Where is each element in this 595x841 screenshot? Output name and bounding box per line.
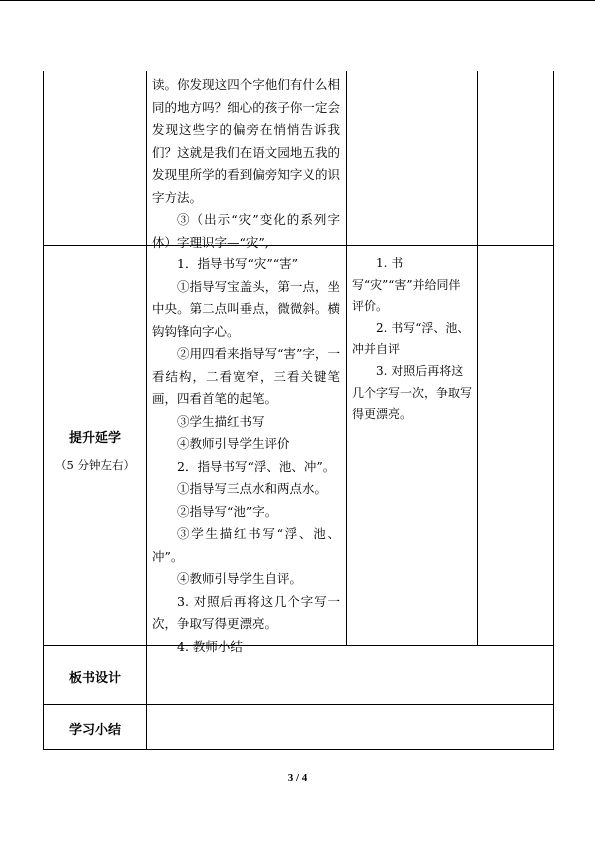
student-activities [352, 253, 472, 426]
summary-content [147, 705, 553, 749]
table-notes-divider [477, 71, 478, 645]
table-bottom-border [43, 749, 554, 750]
teacher-step: ③学生描红书写 [177, 413, 265, 429]
teacher-step: ②指导写“池”字。 [177, 503, 278, 519]
teacher-step: 2．指导书写“浮、池、冲”。 [177, 458, 336, 474]
teacher-step: ④教师引导学生评价 [177, 436, 290, 451]
page-top-rule [0, 0, 595, 1]
teacher-step: ④教师引导学生自评。 [177, 571, 303, 586]
row-label-extension: 提升延学 [68, 431, 121, 446]
teacher-step: ①指导写宝盖头，第一点，坐中央。第二点叫垂点，微微斜。横钩钩锋向字心。 [152, 278, 340, 339]
teacher-step: 1．指导书写“灾”“害” [177, 256, 299, 271]
teacher-step: ①指导写三点水和两点水。 [177, 481, 328, 496]
continued-teacher-content [152, 74, 340, 254]
board-design-content [147, 646, 553, 704]
teacher-step: 3. 对照后再将这几个字写一次，争取写得更漂亮。 [152, 593, 340, 631]
table-left-border [43, 71, 44, 750]
row-label-board-design: 板书设计 [68, 671, 121, 686]
continued-paragraph: ③（出示“灾”变化的系列字体）字理识字—“灾”, [152, 212, 340, 250]
teacher-activities [152, 253, 340, 658]
table-right-border [553, 71, 554, 750]
student-step: 3. 对照后再将这几个字写一次，争取写得更漂亮。 [352, 363, 473, 422]
row-label-summary: 学习小结 [68, 723, 121, 738]
student-step: 2. 书写“浮、池、冲并自评 [352, 320, 470, 357]
row-sublabel-duration: （5 分钟左右） [55, 458, 135, 472]
teacher-step: 4. 教师小结 [177, 638, 243, 654]
continued-paragraph: 读。你发现这四个字他们有什么相同的地方吗？细心的孩子你一定会发现这些字的偏旁在悄悄告诉我们？这就是我们在语文园地五我的发现里所学的看到偏旁知字义的识字方法。 [152, 77, 340, 205]
student-step: 1. 书写“灾”“害”并给同伴评价。 [352, 256, 461, 314]
teacher-step: ③学生描红书写“浮、池、冲”。 [152, 526, 340, 564]
table-activity-divider [346, 71, 347, 645]
teacher-step: ②用四看来指导写“害”字，一看结构，二看宽窄，三看关键笔画，四看首笔的起笔。 [152, 346, 340, 406]
page-number: 3 / 4 [287, 772, 308, 784]
